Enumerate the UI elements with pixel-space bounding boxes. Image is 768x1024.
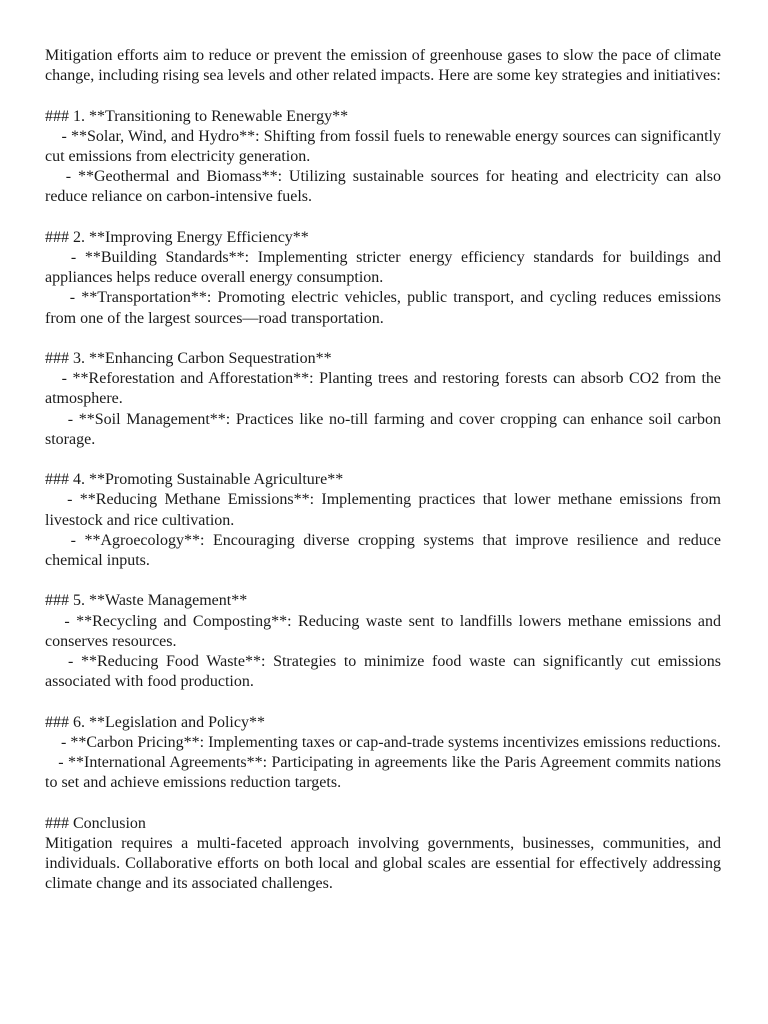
section-2-item-2: - **Transportation**: Promoting electric vehicles, public transport, and cycling reduces emissions from one of the largest sources—road transportation.: [45, 289, 726, 327]
conclusion-heading: ### Conclusion: [45, 814, 146, 832]
spacer: [45, 692, 721, 712]
section-5-item-1: - **Recycling and Composting**: Reducing waste sent to landfills lowers methane emissions and conserves resources.: [45, 612, 726, 650]
section-4-item-1: - **Reducing Methane Emissions**: Implementing practices that lower methane emissions from livestock and rice cultivation.: [45, 491, 726, 529]
document-page: [45, 46, 726, 894]
conclusion-paragraph: Mitigation requires a multi-faceted approach involving governments, businesses, communities, and individuals. Collaborative efforts on both local and global scales are essential for effectively addressing climate change and its associated challenges.: [45, 834, 725, 893]
section-6-item-1: - **Carbon Pricing**: Implementing taxes or cap-and-trade systems incentivizes emissions reductions.: [45, 733, 721, 751]
section-3-item-1: - **Reforestation and Afforestation**: Planting trees and restoring forests can absorb CO2 from the atmosphere.: [45, 370, 726, 408]
section-heading-2: ### 2. **Improving Energy Efficiency**: [45, 228, 309, 246]
spacer: [45, 571, 721, 591]
section-1-item-2: - **Geothermal and Biomass**: Utilizing sustainable sources for heating and electricity can also reduce reliance on carbon-intensive fuels.: [45, 168, 726, 206]
section-heading-6: ### 6. **Legislation and Policy**: [45, 713, 265, 731]
spacer: [45, 86, 721, 106]
section-5-item-2: - **Reducing Food Waste**: Strategies to minimize food waste can significantly cut emissions associated with food production.: [45, 653, 726, 691]
spacer: [45, 450, 721, 470]
spacer: [45, 793, 721, 813]
intro-paragraph: Mitigation efforts aim to reduce or prevent the emission of greenhouse gases to slow the pace of climate change, including rising sea levels and other related impacts. Here are some key strategies and initiatives:: [45, 47, 725, 85]
section-1-item-1: - **Solar, Wind, and Hydro**: Shifting from fossil fuels to renewable energy sources can significantly cut emissions from electricity generation.: [45, 127, 725, 165]
section-heading-5: ### 5. **Waste Management**: [45, 592, 248, 610]
section-4-item-2: - **Agroecology**: Encouraging diverse cropping systems that improve resilience and reduce chemical inputs.: [45, 531, 726, 570]
section-3-item-2: - **Soil Management**: Practices like no-till farming and cover cropping can enhance soil carbon storage.: [45, 410, 726, 448]
spacer: [45, 208, 721, 228]
spacer: [45, 329, 721, 349]
section-heading-4: ### 4. **Promoting Sustainable Agriculture**: [45, 471, 344, 489]
section-6-item-2: - **International Agreements**: Participating in agreements like the Paris Agreement commits nations to set and achieve emissions reduction targets.: [45, 754, 726, 792]
section-heading-1: ### 1. **Transitioning to Renewable Energy**: [45, 107, 349, 125]
section-heading-3: ### 3. **Enhancing Carbon Sequestration**: [45, 350, 332, 367]
section-2-item-1: - **Building Standards**: Implementing stricter energy efficiency standards for buildings and appliances helps reduce overall energy consumption.: [45, 249, 726, 287]
